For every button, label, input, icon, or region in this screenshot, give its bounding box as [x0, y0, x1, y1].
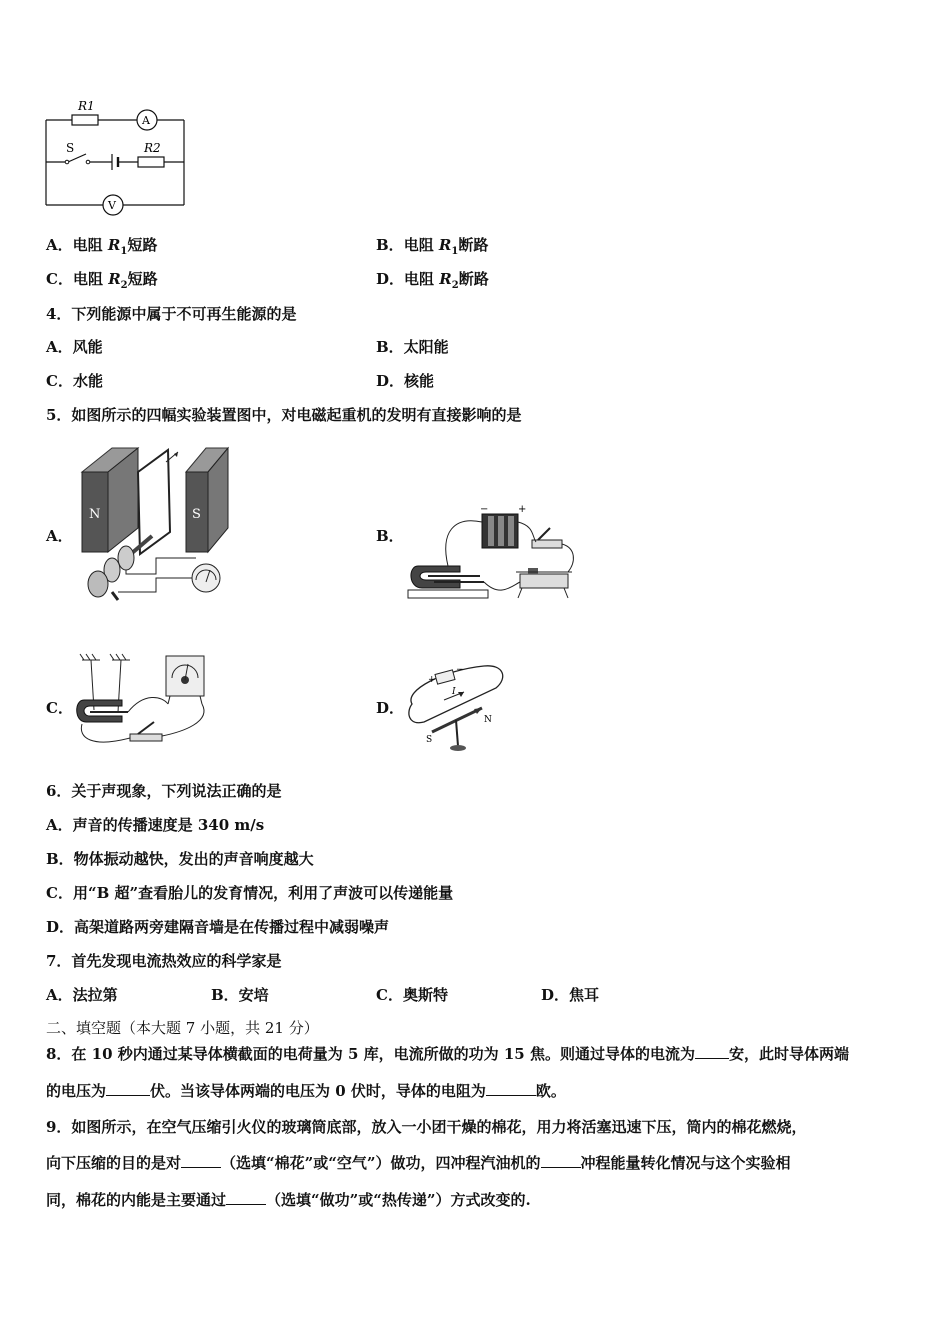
q6-option-d: D．高架道路两旁建隔音墙是在传播过程中减弱噪声	[46, 918, 390, 936]
q5-label-b: B．	[376, 527, 404, 545]
needle-n-label: N	[484, 715, 492, 725]
q4-option-d: D．核能	[376, 372, 435, 390]
q3-circuit-diagram	[40, 96, 190, 216]
q8-blank-resistance[interactable]	[486, 1081, 536, 1096]
q5-figure-b-motor	[404, 502, 580, 604]
q8-line-2: 的电压为 伏。当该导体两端的电压为 0 伏时，导体的电阻为 欧。	[46, 1082, 566, 1100]
q5-figure-c-induction	[72, 652, 214, 748]
q5-label-c: C．	[46, 699, 73, 717]
cell-minus-label: −	[456, 665, 464, 675]
battery-plus-label: +	[518, 504, 527, 515]
battery-minus-label: −	[480, 504, 489, 515]
q3-option-d: D．电阻 $R_2$断路	[376, 270, 489, 291]
needle-s-label: S	[426, 735, 433, 745]
q5-label-a: A．	[46, 527, 73, 545]
q4-option-c: C．水能	[46, 372, 103, 390]
r1-label: R1	[78, 99, 95, 113]
r2-label: R2	[144, 141, 161, 155]
ammeter-label: A	[142, 114, 150, 127]
switch-label: S	[66, 141, 75, 155]
q6-option-b: B．物体振动越快，发出的声音响度越大	[46, 850, 314, 868]
q6-option-a: A．声音的传播速度是 340 m/s	[46, 816, 265, 834]
q5-stem: 5．如图所示的四幅实验装置图中，对电磁起重机的发明有直接影响的是	[46, 406, 522, 424]
voltmeter-label: V	[108, 199, 116, 212]
q3-option-b: B．电阻 $R_1$断路	[376, 236, 489, 257]
q7-stem: 7．首先发现电流热效应的科学家是	[46, 952, 282, 970]
magnet-s-label: S	[192, 507, 201, 522]
q9-blank-stroke[interactable]	[541, 1153, 581, 1168]
cell-plus-label: +	[428, 675, 436, 685]
q9-blank-object[interactable]	[181, 1153, 221, 1168]
q8-blank-current[interactable]	[695, 1044, 729, 1059]
q6-option-c: C．用“B 超”查看胎儿的发育情况，利用了声波可以传递能量	[46, 884, 454, 902]
q7-option-c: C．奥斯特	[376, 986, 448, 1004]
current-label: I	[452, 687, 456, 697]
q4-stem: 4．下列能源中属于不可再生能源的是	[46, 305, 297, 323]
q5-figure-a-generator	[78, 442, 238, 604]
q9-line-2: 向下压缩的目的是对 （选填“棉花”或“空气”）做功，四冲程汽油机的 冲程能量转化情况与这个实验相	[46, 1154, 791, 1172]
q9-line-1: 9．如图所示，在空气压缩引火仪的玻璃筒底部，放入一小团干燥的棉花，用力将活塞迅速下压，筒内的棉花燃烧，	[46, 1118, 807, 1136]
q9-line-3: 同，棉花的内能是主要通过 （选填“做功”或“热传递”）方式改变的.	[46, 1191, 531, 1209]
svg-text:R1	[77, 99, 95, 113]
q3-option-c: C．电阻 $R_2$短路	[46, 270, 158, 291]
q8-line-1: 8．在 10 秒内通过某导体横截面的电荷量为 5 库，电流所做的功为 15 焦。则通过导体的电流为 安，此时导体两端	[46, 1045, 849, 1063]
section-title-fill-in: 二、填空题（本大题 7 小题，共 21 分）	[46, 1019, 319, 1037]
q9-blank-method[interactable]	[226, 1190, 266, 1205]
q4-option-a: A．风能	[46, 338, 103, 356]
q6-stem: 6．关于声现象，下列说法正确的是	[46, 782, 282, 800]
q3-option-a: A．电阻 $R_1$短路	[46, 236, 158, 257]
q5-label-d: D．	[376, 699, 405, 717]
q4-option-b: B．太阳能	[376, 338, 449, 356]
magnet-n-label: N	[89, 507, 101, 522]
r1-resistor	[72, 115, 98, 125]
q8-blank-voltage[interactable]	[106, 1081, 150, 1096]
q5-figure-d-oersted	[404, 660, 510, 754]
r2-resistor	[138, 157, 164, 167]
q7-option-b: B．安培	[211, 986, 269, 1004]
q7-option-d: D．焦耳	[541, 986, 600, 1004]
q7-option-a: A．法拉第	[46, 986, 118, 1004]
